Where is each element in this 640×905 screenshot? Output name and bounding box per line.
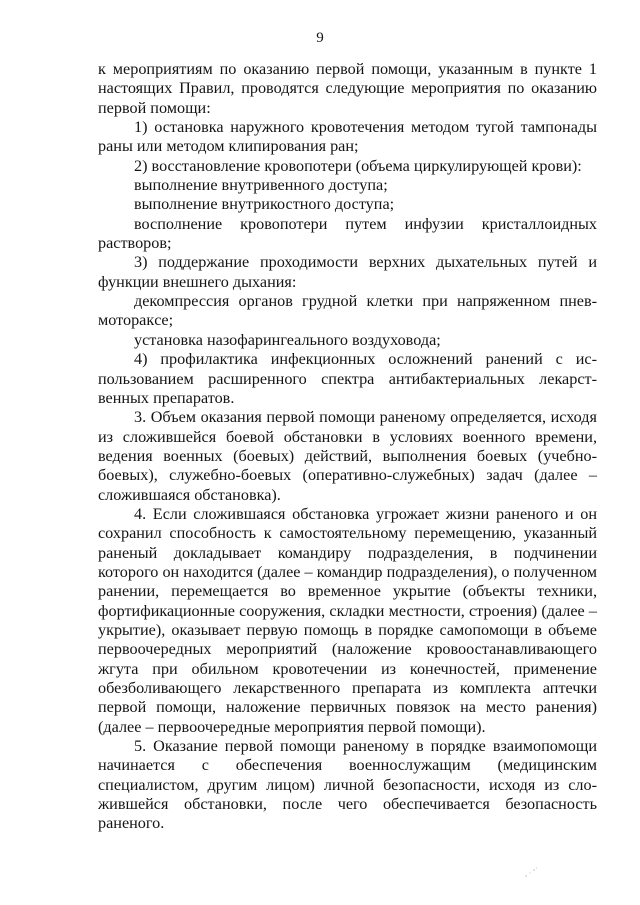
list-item-2-sub-1: выполнение внутривенного доступа; — [134, 176, 388, 195]
page-number: 9 — [316, 30, 324, 46]
list-item-3-sub-1: декомпрессия органов грудной клетки при напряженном пневмоторакce; — [98, 292, 597, 330]
document-body — [98, 60, 597, 834]
section-4-paragraph: 4. Если сложившаяся обстановка угрожает жизни раненого и он сохранил способность к самостоятельному перемещению, указанный раненый докладывает командиру подразделения, в подчинении которого он находится (далее – командир подразделения), о полученном ранении, перемещается во временное укрытие (объекты техники, фортификационные сооружения, складки местности, строения) (далее – укрытие), оказывает первую помощь в порядке самопомощи в объеме первоочередных мероприятий (наложение кровоостанавливающего жгута при обильном кровотечении из конечностей, применение обезболивающего лекарственного препарата из комплекта аптечки первой помощи, наложение первичных повязок на место ранения) (далее – первоочередные мероприятия первой помощи). — [98, 504, 597, 736]
section-3-paragraph: 3. Объем оказания первой помощи раненому определяется, исходя из сложившейся боевой обстановки в условиях военного времени, ведения военных (боевых) действий, выполнения боевых (учебно-боевых), служебно-боевых (оперативно-служебных) задач (далее – сложившаяся обстановка). — [98, 408, 597, 504]
list-item-2-sub-3: восполнение кровопотери путем инфузии кристаллоидных растворов; — [98, 214, 597, 253]
list-item-3: 3) поддержание проходимости верхних дыхательных путей и функции внешнего дыхания: — [98, 253, 597, 291]
list-item-2-sub-2: выполнение внутрикостного доступа; — [134, 195, 395, 214]
list-item-3-sub-2: установка назофарингеального воздуховода; — [134, 330, 441, 349]
list-item-1: 1) остановка наружного кровотечения методом тугой тампонады раны или методом клипирования ран; — [98, 118, 597, 156]
paragraph-intro: к мероприятиям по оказанию первой помощи, указанным в пункте 1 настоящих Правил, проводятся следующие мероприятия по оказанию первой помощи: — [98, 60, 597, 117]
section-5-paragraph: 5. Оказание первой помощи раненому в порядке взаимопомощи начинается с обеспечения военнослужащим (медицинским специалистом, другим лицом) личной безопасности, исходя из сложившейся обстановки, после чего обеспечивается безопасность раненого. — [98, 737, 597, 833]
scan-speck-mark — [524, 866, 538, 878]
list-item-2: 2) восстановление кровопотери (объема циркулирующей крови): — [134, 156, 582, 175]
list-item-4: 4) профилактика инфекционных осложнений ранений с использованием расширенного спектра антибактериальных лекарственных препаратов. — [98, 350, 597, 407]
